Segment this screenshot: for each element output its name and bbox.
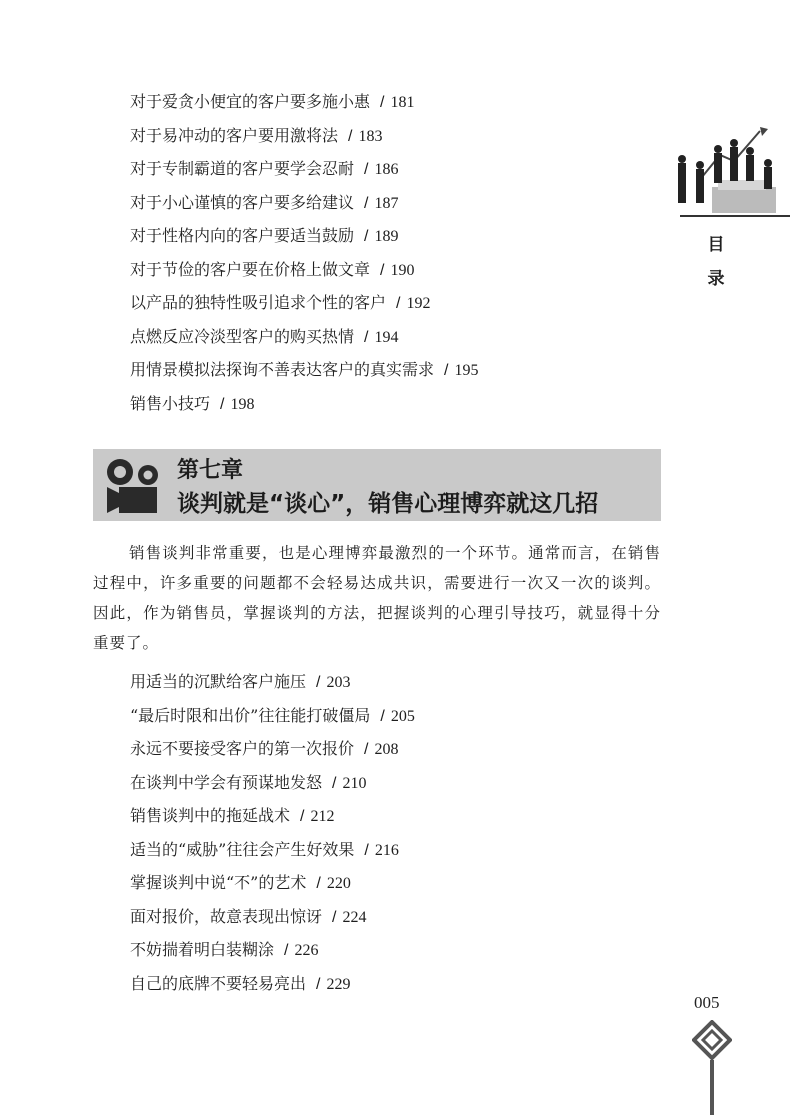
toc-entry[interactable]: [130, 186, 478, 220]
toc-entry[interactable]: [130, 866, 415, 900]
page-number: 005: [694, 993, 720, 1012]
toc-entry-page: 183: [358, 127, 383, 145]
toc-entry-title: 用适当的沉默给客户施压: [130, 672, 307, 691]
toc-entry[interactable]: [130, 387, 478, 421]
toc-entry-title: 在谈判中学会有预谋地发怒: [130, 772, 323, 792]
contents-label-char-1: 目: [707, 235, 725, 255]
toc-entry-title: 对于易冲动的客户要用激将法: [130, 125, 339, 145]
toc-entry-page: 189: [374, 228, 399, 245]
toc-entry-page: 186: [374, 161, 399, 178]
diamond-ornament-icon: [692, 1020, 732, 1115]
toc-entry-page: 224: [342, 908, 367, 926]
toc-entry-page: 229: [326, 975, 351, 993]
toc-entry-title: 永远不要接受客户的第一次报价: [130, 739, 355, 758]
toc-entry[interactable]: [130, 732, 415, 766]
toc-entry-page: 220: [326, 875, 351, 892]
toc-entry[interactable]: [130, 320, 478, 354]
toc-entry-page: 212: [310, 808, 335, 825]
toc-entry-separator: /: [332, 774, 337, 792]
chapter-number: 第七章: [177, 458, 244, 483]
toc-entry-title: “最后时限和出价”往往能打破僵局: [130, 705, 371, 725]
toc-entry-page: 181: [390, 94, 415, 111]
toc-entry-page: 194: [374, 328, 399, 346]
toc-entry-title: 销售小技巧: [130, 393, 211, 413]
toc-entry-separator: /: [364, 194, 369, 212]
toc-entry-title: 对于小心谨慎的客户要多给建议: [130, 192, 355, 212]
toc-entry-page: 210: [342, 774, 367, 792]
toc-entry[interactable]: [130, 900, 415, 934]
toc-entry-page: 205: [390, 707, 415, 725]
toc-entry-separator: /: [444, 362, 449, 379]
toc-entry-title: 以产品的独特性吸引追求个性的客户: [130, 293, 387, 312]
toc-entry-separator: /: [380, 261, 385, 279]
toc-entry-page: 198: [230, 395, 255, 413]
toc-entry-title: 适当的“威胁”往往会产生好效果: [130, 839, 355, 859]
business-people-silhouette-icon: [672, 125, 780, 215]
toc-entry-separator: /: [300, 808, 305, 825]
contents-label-char-2: 录: [707, 269, 725, 289]
toc-list-previous-chapter: [130, 85, 478, 420]
toc-entry-separator: /: [364, 328, 369, 346]
toc-entry-separator: /: [396, 295, 401, 312]
toc-entry-separator: /: [316, 674, 321, 691]
toc-entry-page: 195: [454, 362, 479, 379]
toc-entry-separator: /: [220, 395, 225, 413]
toc-entry-separator: /: [364, 161, 369, 178]
toc-entry-title: 对于节俭的客户要在价格上做文章: [130, 259, 371, 279]
toc-entry-separator: /: [332, 908, 337, 926]
toc-entry-title: 用情景模拟法探询不善表达客户的真实需求: [130, 360, 435, 379]
toc-entry[interactable]: [130, 119, 478, 153]
toc-entry-separator: /: [316, 875, 321, 892]
toc-entry-title: 销售谈判中的拖延战术: [130, 806, 291, 825]
toc-entry-title: 对于爱贪小便宜的客户要多施小惠: [130, 92, 371, 111]
toc-entry-separator: /: [380, 707, 385, 725]
toc-entry-page: 216: [374, 841, 399, 859]
toc-entry[interactable]: [130, 967, 415, 1001]
toc-entry[interactable]: [130, 766, 415, 800]
toc-entry[interactable]: [130, 152, 478, 186]
toc-entry-separator: /: [284, 942, 289, 959]
toc-entry-title: 自己的底牌不要轻易亮出: [130, 973, 307, 993]
camera-icon: [103, 455, 167, 515]
toc-list-chapter-seven: [130, 665, 415, 1000]
toc-entry[interactable]: [130, 665, 415, 699]
toc-entry[interactable]: [130, 353, 478, 387]
chapter-intro: 销售谈判非常重要，也是心理博弈最激烈的一个环节。通常而言，在销售过程中，许多重要的问题都不会轻易达成共识，需要进行一次又一次的谈判。因此，作为销售员，掌握谈判的方法，把握谈判的心理引导技巧，就显得十分重要了。: [93, 544, 661, 652]
toc-entry[interactable]: [130, 699, 415, 733]
toc-entry[interactable]: [130, 286, 478, 320]
toc-entry-title: 面对报价，故意表现出惊讶: [130, 906, 323, 926]
toc-entry-title: 对于专制霸道的客户要学会忍耐: [130, 159, 355, 178]
toc-entry-page: 187: [374, 194, 399, 212]
toc-entry-page: 226: [294, 942, 319, 959]
toc-entry-separator: /: [380, 94, 385, 111]
toc-entry[interactable]: [130, 85, 478, 119]
toc-entry-page: 192: [406, 295, 431, 312]
toc-entry-page: 203: [326, 674, 351, 691]
toc-entry[interactable]: [130, 799, 415, 833]
toc-entry-page: 208: [374, 741, 399, 758]
toc-entry-title: 点燃反应冷淡型客户的购买热情: [130, 326, 355, 346]
toc-entry-title: 对于性格内向的客户要适当鼓励: [130, 226, 355, 245]
toc-entry-separator: /: [364, 841, 369, 859]
toc-entry[interactable]: [130, 933, 415, 967]
toc-entry[interactable]: [130, 833, 415, 867]
toc-entry-title: 不妨揣着明白装糊涂: [130, 940, 275, 959]
toc-entry-separator: /: [364, 741, 369, 758]
toc-entry[interactable]: [130, 219, 478, 253]
side-divider: [680, 215, 790, 217]
toc-entry-separator: /: [316, 975, 321, 993]
chapter-title: 谈判就是“谈心”，销售心理博弈就这几招: [177, 491, 599, 517]
toc-entry[interactable]: [130, 253, 478, 287]
chapter-banner: [93, 449, 661, 521]
toc-entry-separator: /: [348, 127, 353, 145]
contents-label: [706, 228, 726, 296]
toc-entry-title: 掌握谈判中说“不”的艺术: [130, 873, 307, 892]
toc-entry-separator: /: [364, 228, 369, 245]
toc-entry-page: 190: [390, 261, 415, 279]
